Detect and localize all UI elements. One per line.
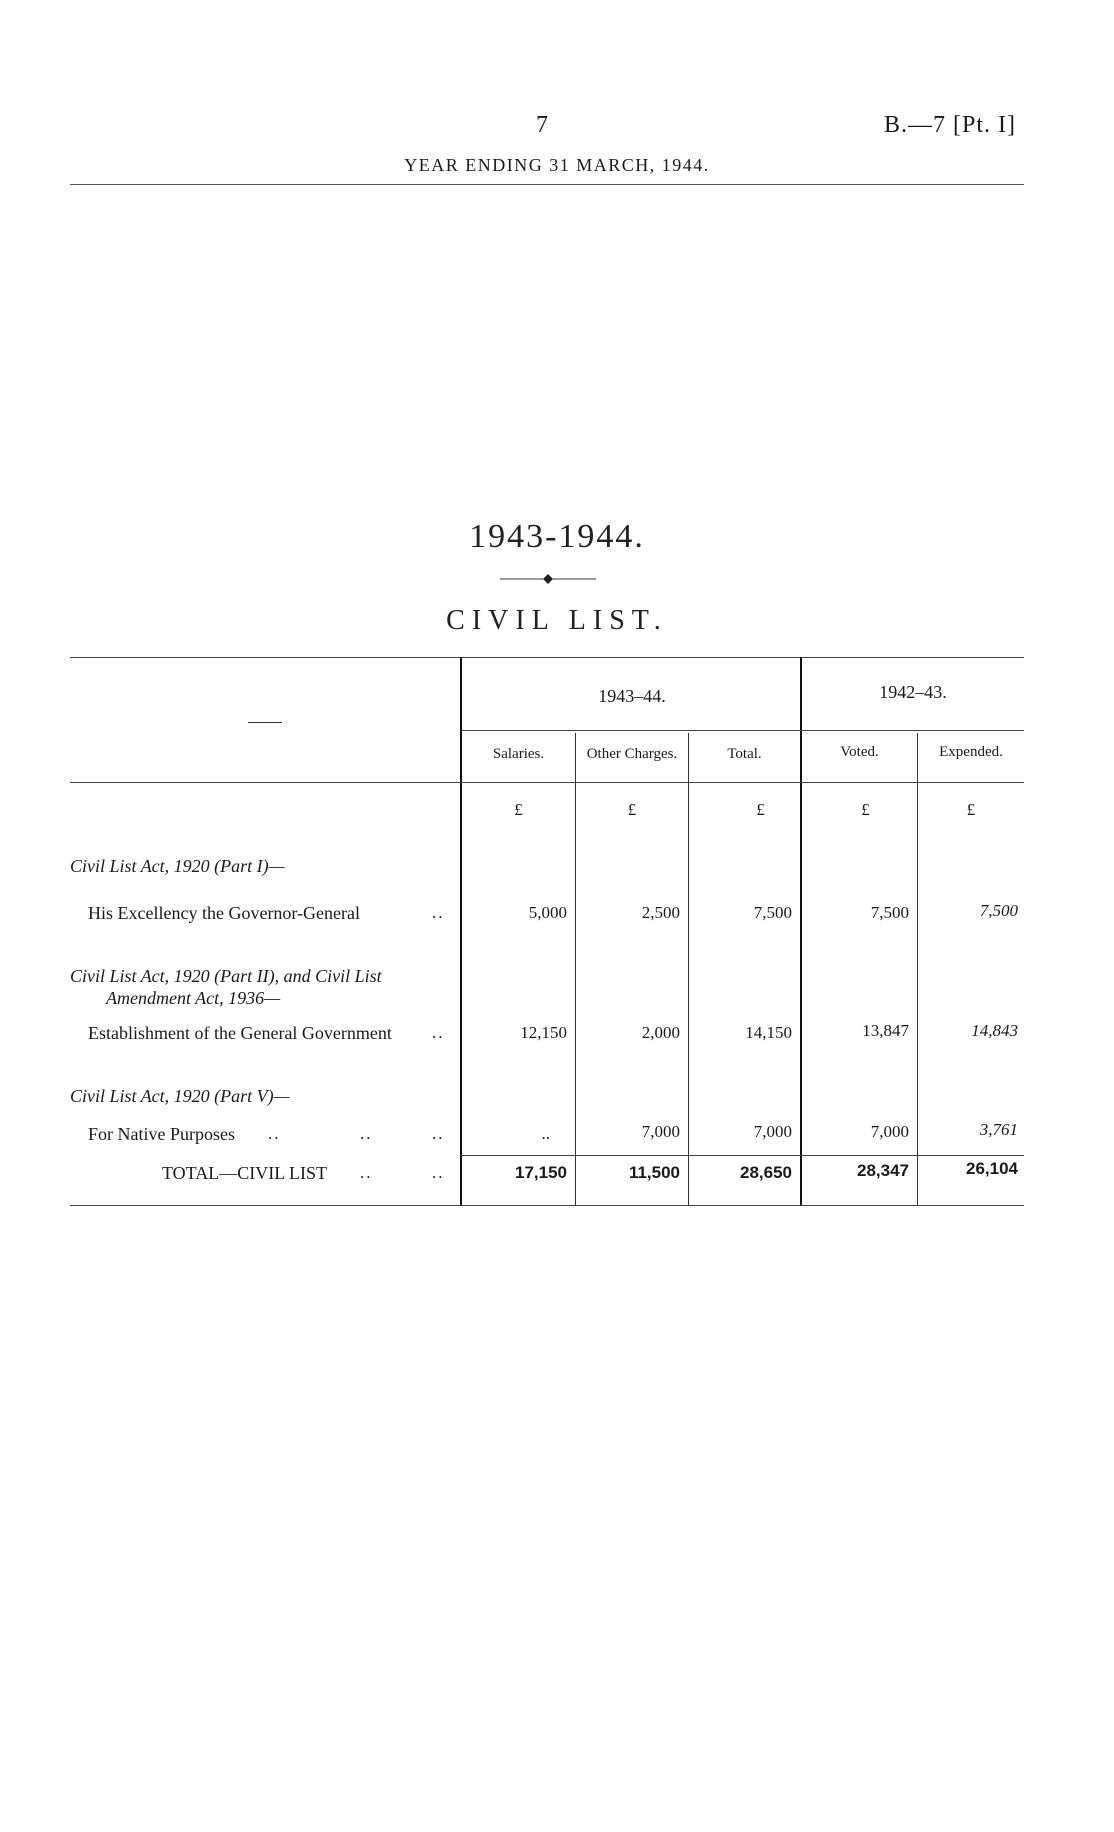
table-cell: 2,500 <box>641 903 680 922</box>
currency-symbol: £ <box>861 800 870 819</box>
page-number: 7 <box>536 112 548 138</box>
leader-dots: .. <box>268 1124 281 1143</box>
total-cell: 11,500 <box>628 1163 680 1182</box>
row-label: Establishment of the General Government <box>88 1023 392 1043</box>
table-bottom-rule <box>70 1205 1024 1206</box>
running-head: YEAR ENDING 31 MARCH, 1944. <box>404 155 710 175</box>
column-header-voted: Voted. <box>840 744 879 760</box>
group-header-1943-44: 1943–44. <box>598 686 666 706</box>
table-cell: 7,000 <box>870 1122 909 1141</box>
header-rule <box>70 184 1024 185</box>
leader-dots: .. <box>432 1163 445 1182</box>
total-label: TOTAL—CIVIL LIST <box>162 1163 328 1183</box>
table-cell: 7,500 <box>979 901 1018 920</box>
total-cell: 26,104 <box>966 1159 1018 1178</box>
act-heading: Civil List Act, 1920 (Part II), and Civil List <box>70 966 382 986</box>
stub-dash <box>248 722 282 723</box>
act-heading-continued: Amendment Act, 1936— <box>106 988 281 1008</box>
row-label: His Excellency the Governor-General <box>88 903 361 923</box>
leader-dots: .. <box>432 1124 445 1143</box>
currency-symbol: £ <box>627 800 637 819</box>
leader-dots: .. <box>360 1163 373 1182</box>
table-cell: 14,150 <box>745 1023 792 1042</box>
diamond-ornament-icon <box>500 572 596 586</box>
table-cell: 12,150 <box>520 1023 567 1042</box>
total-rule <box>461 1155 1024 1156</box>
column-header-expended: Expended. <box>939 744 1003 760</box>
column-header-salaries: Salaries. <box>492 746 545 762</box>
total-cell: 28,650 <box>740 1163 792 1182</box>
row-label: For Native Purposes <box>88 1124 235 1144</box>
currency-symbol: £ <box>966 800 976 819</box>
table-cell: 5,000 <box>528 903 567 922</box>
table-cell: 7,000 <box>641 1122 680 1141</box>
table-cell: 7,000 <box>753 1122 792 1141</box>
table-cell: 2,000 <box>641 1023 680 1042</box>
currency-symbol: £ <box>514 800 523 819</box>
subheader-rule <box>461 730 1024 731</box>
table-cell: 7,500 <box>753 903 792 922</box>
header-bottom-rule <box>70 782 1024 783</box>
table-cell: 14,843 <box>971 1021 1018 1040</box>
leader-dots: .. <box>432 903 445 922</box>
document-reference: B.—7 [Pt. I] <box>884 112 1016 138</box>
civil-list-heading: CIVIL LIST. <box>446 605 668 636</box>
column-header-total: Total. <box>727 746 762 762</box>
table-cell: 7,500 <box>870 903 909 922</box>
total-cell: 17,150 <box>515 1163 567 1182</box>
table-cell: 13,847 <box>862 1021 909 1040</box>
year-title: 1943-1944. <box>469 518 645 555</box>
leader-dots: .. <box>360 1124 373 1143</box>
column-divider <box>460 657 462 1205</box>
leader-dots: .. <box>432 1023 445 1042</box>
total-cell: 28,347 <box>857 1161 909 1180</box>
table-top-rule <box>70 657 1024 658</box>
currency-symbol: £ <box>756 800 765 819</box>
act-heading: Civil List Act, 1920 (Part V)— <box>70 1086 290 1106</box>
group-header-1942-43: 1942–43. <box>879 682 947 702</box>
table-cell: 3,761 <box>979 1120 1018 1139</box>
act-heading: Civil List Act, 1920 (Part I)— <box>70 856 285 876</box>
column-header-other-charges: Other Charges. <box>586 746 678 762</box>
table-cell: .. <box>541 1124 550 1143</box>
